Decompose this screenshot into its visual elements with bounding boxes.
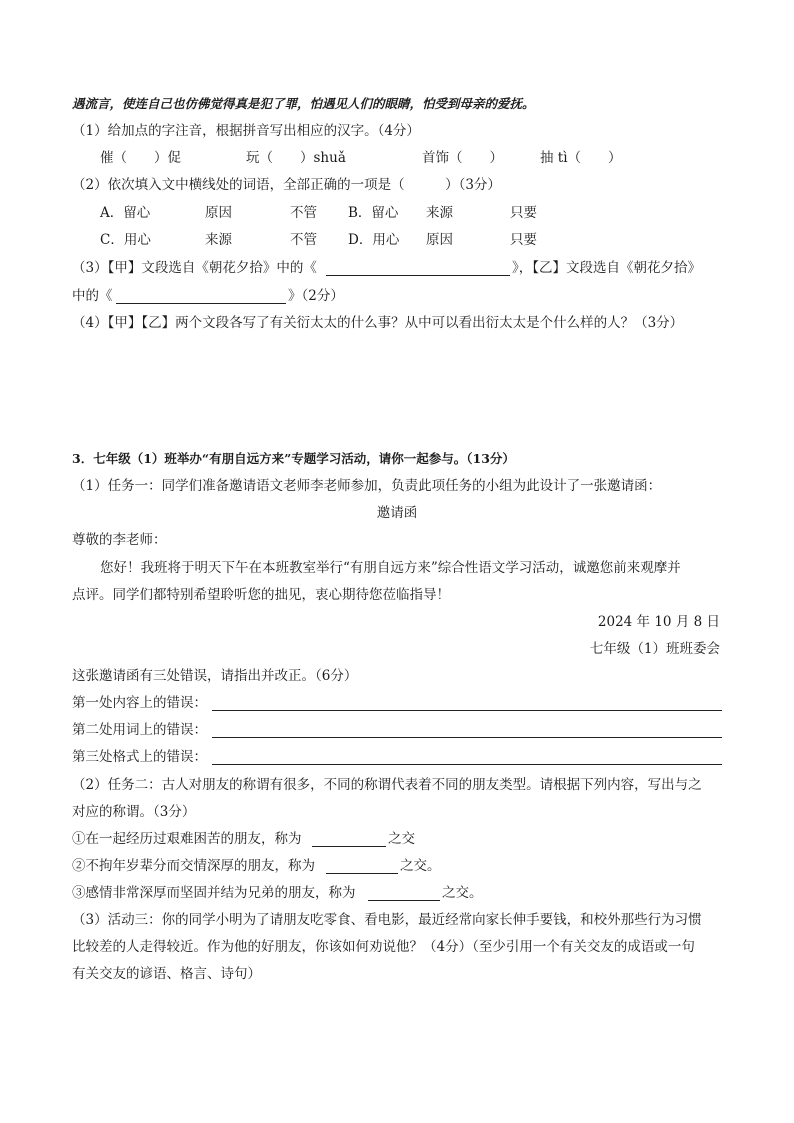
answer-blank-1[interactable] [326,275,510,276]
q2-part3-c: 中的《 [72,288,113,304]
letter-body-line1: 您好！我班将于明天下午在本班教室举行“有朋自远方来”综合性语文学习活动，诚邀您前来观摩并 [100,560,681,576]
friend-term-3-prompt: ③感情非常深厚而坚固并结为兄弟的朋友，称为 [72,885,356,901]
friend-term-3-suffix: 之交。 [442,885,483,901]
error-1-answer-line[interactable] [212,710,722,711]
q2-part1: （1）给加点的字注音，根据拼音写出相应的汉字。（4分） [72,123,420,139]
q3-task3-line1: （3）活动三：你的同学小明为了请朋友吃零食、看电影，最近经常向家长伸手要钱，和校外那些行为习惯 [72,912,702,928]
option-d: D．用心 [348,232,400,248]
option-a-word2: 原因 [205,205,232,221]
letter-body-line2: 点评。同学们都特别希望聆听您的拙见，衷心期待您莅临指导！ [72,587,450,603]
option-d-word3: 只要 [510,232,537,248]
error-2-label: 第二处用词上的错误： [72,722,207,738]
option-b-word3: 只要 [510,205,537,221]
friend-term-1-prompt: ①在一起经历过艰难困苦的朋友，称为 [72,831,302,847]
option-c-word3: 不管 [290,232,317,248]
q2-part3-b: 》，【乙】文段选自《朝花夕拾》 [512,260,701,276]
letter-title: 邀请函 [376,505,418,521]
option-b: B．留心 [348,205,399,221]
q3-task3-line2: 比较差的人走得较近。作为他的好朋友，你该如何劝说他？（4分）（至少引用一个有关交友的成语或一句 [72,939,695,955]
error-3-label: 第三处格式上的错误： [72,749,207,765]
friend-term-2-suffix: 之交。 [400,858,441,874]
pinyin-item-1: 催（ ）促 [100,150,181,166]
option-a-word3: 不管 [290,205,317,221]
friend-term-1-blank[interactable] [312,846,386,847]
pinyin-item-3: 首饰（ ） [422,150,503,166]
friend-term-2-prompt: ②不拘年岁辈分而交情深厚的朋友，称为 [72,858,315,874]
error-2-answer-line[interactable] [212,737,722,738]
option-c-word2: 来源 [205,232,232,248]
q3-task2-line2: 对应的称谓。（3分） [72,804,196,820]
letter-signer: 七年级（1）班班委会 [589,641,720,657]
friend-term-2-blank[interactable] [326,873,398,874]
option-a: A．留心 [100,205,151,221]
pinyin-item-4: 抽 tì（ ） [540,150,622,166]
q2-part3-a: （3）【甲】文段选自《朝花夕拾》中的《 [72,260,317,276]
letter-salutation: 尊敬的李老师： [72,532,167,548]
q2-part2: （2）依次填入文中横线处的词语，全部正确的一项是（ ）（3分） [72,177,501,193]
answer-blank-2[interactable] [116,303,286,304]
pinyin-item-2: 玩（ ）shuǎ [246,150,346,166]
error-1-label: 第一处内容上的错误： [72,695,207,711]
q3-task3-line3: 有关交友的谚语、格言、诗句） [72,966,261,982]
error-3-answer-line[interactable] [212,764,722,765]
passage-tail: 遇流言，使连自己也仿佛觉得真是犯了罪，怕遇见人们的眼睛，怕受到母亲的爱抚。 [72,96,535,111]
option-c: C．用心 [100,232,151,248]
q3-title: 3．七年级（1）班举办“有朋自远方来”专题学习活动，请你一起参与。（13分） [72,451,515,466]
letter-date: 2024 年 10 月 8 日 [597,614,720,630]
q2-part4: （4）【甲】【乙】两个文段各写了有关衍太太的什么事？从中可以看出衍太太是个什么样的人？（3分） [72,315,684,331]
q3-task1: （1）任务一：同学们准备邀请语文老师李老师参加，负责此项任务的小组为此设计了一张邀请函： [72,478,662,494]
option-b-word2: 来源 [426,205,453,221]
error-prompt: 这张邀请函有三处错误，请指出并改正。（6分） [72,668,358,684]
option-d-word2: 原因 [426,232,453,248]
friend-term-1-suffix: 之交 [388,831,415,847]
friend-term-3-blank[interactable] [368,900,440,901]
q3-task2-line1: （2）任务二：古人对朋友的称谓有很多，不同的称谓代表着不同的朋友类型。请根据下列内容，写出与之 [72,777,702,793]
q2-part3-d: 》（2分） [288,288,344,304]
